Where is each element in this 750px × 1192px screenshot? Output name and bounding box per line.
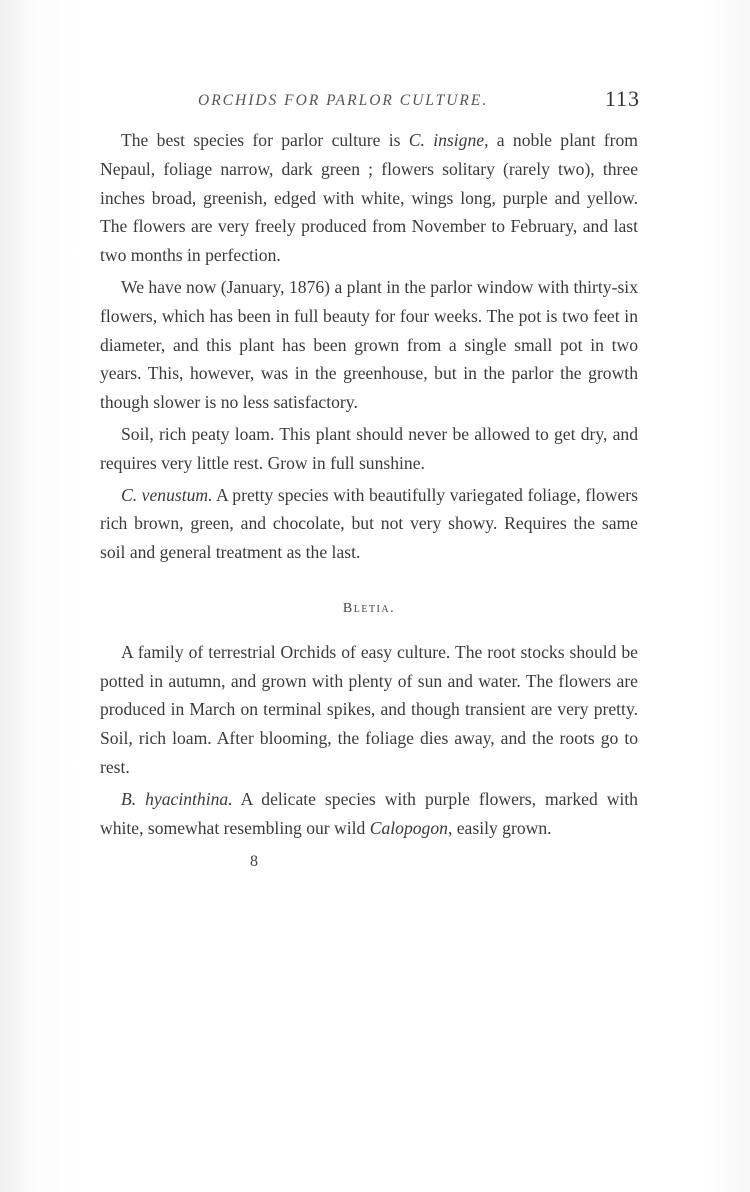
- signature-mark: 8: [250, 853, 258, 871]
- paragraph-text: The best species for parlor culture is: [121, 130, 409, 150]
- running-title: ORCHIDS FOR PARLOR CULTURE.: [198, 92, 489, 109]
- paragraph-text: A pretty species with beautifully variegated foliage, flowers rich brown, green, and chocolate, but not very showy. Requires the same soil and general treatment as the last.: [100, 484, 638, 563]
- page-number: 113: [604, 86, 640, 111]
- paragraph-text: , a noble plant from Nepaul, foliage narrow, dark green ; flowers solitary (rarely two), three inches broad, greenish, edged with white, wings long, purple and yellow. The flowers are very freely produced from November to February, and last two months in perfection.: [100, 130, 638, 266]
- page-body: [100, 126, 638, 877]
- paragraph-c-insigne: [100, 126, 638, 270]
- paragraph-text: , easily grown.: [447, 817, 552, 838]
- species-name: C. venustum.: [121, 484, 213, 505]
- paragraph-soil: Soil, rich peaty loam. This plant should never be allowed to get dry, and requires very little rest. Grow in full sunshine.: [100, 423, 638, 473]
- section-heading-bletia: Bletia.: [342, 600, 396, 616]
- paragraph-bletia-family: A family of terrestrial Orchids of easy culture. The root stocks should be potted in autumn, and grown with plenty of sun and water. The flowers are produced in March on terminal spikes, and though transient are very pretty. Soil, rich loam. After blooming, the foliage dies away, and the roots go to rest.: [100, 641, 638, 777]
- paragraph-c-venustum: [100, 481, 638, 567]
- page-header: [100, 86, 640, 118]
- paragraph-text: A delicate species with purple flowers, marked with white, somewhat resembling our wild: [100, 788, 638, 838]
- species-name: C. insigne: [408, 130, 485, 150]
- genus-name: Calopogon: [369, 817, 448, 838]
- paragraph-plant-in-window: We have now (January, 1876) a plant in the parlor window with thirty-six flowers, which has been in full beauty for four weeks. The pot is two feet in diameter, and this plant has been grown from a single small pot in two years. This, however, was in the greenhouse, but in the parlor the growth though slower is no less satisfactory.: [100, 276, 638, 413]
- paragraph-b-hyacinthina: [100, 785, 638, 843]
- species-name: B. hyacinthina.: [121, 788, 233, 809]
